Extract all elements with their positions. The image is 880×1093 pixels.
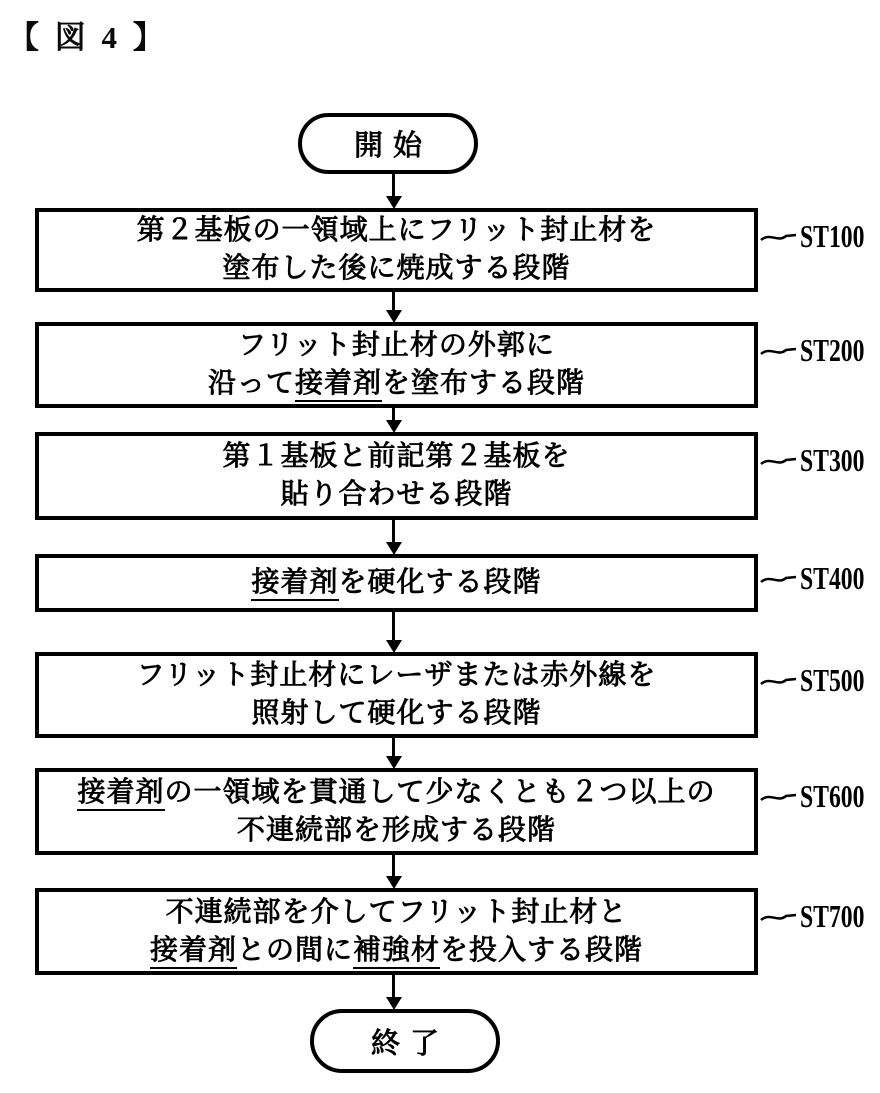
end-terminal-label: 終了 bbox=[370, 1027, 449, 1060]
process-box-text-line bbox=[137, 657, 657, 695]
process-box-st200 bbox=[35, 322, 758, 408]
underlined-term: 接着剤 bbox=[295, 368, 382, 402]
text-segment: 第２基板の一領域上にフリット封止材を bbox=[136, 215, 657, 246]
flow-arrow-line bbox=[392, 292, 395, 311]
tag-connector-squiggle bbox=[760, 906, 798, 928]
process-box-text-line bbox=[251, 564, 541, 602]
process-box-st300 bbox=[35, 432, 758, 520]
step-tag-st600 bbox=[760, 778, 880, 815]
process-box-text-line bbox=[251, 695, 541, 733]
step-tag-label: ST500 bbox=[800, 662, 865, 698]
end-terminal bbox=[310, 1009, 500, 1073]
text-segment: 塗布した後に焼成する段階 bbox=[222, 253, 571, 284]
process-box-text-line bbox=[222, 438, 570, 476]
flow-arrow-line bbox=[392, 174, 395, 197]
step-tag-label: ST600 bbox=[800, 778, 865, 814]
step-tag-label: ST700 bbox=[800, 898, 865, 934]
tag-connector-squiggle bbox=[760, 786, 798, 808]
process-box-text-line bbox=[137, 212, 657, 250]
text-segment: を塗布する段階 bbox=[382, 368, 586, 399]
underlined-term: 補強材 bbox=[353, 935, 440, 969]
process-box-text-line bbox=[237, 812, 556, 850]
step-tag-st500 bbox=[760, 662, 880, 699]
flow-arrow-line bbox=[392, 855, 395, 877]
text-segment: 貼り合わせる段階 bbox=[280, 479, 513, 510]
flow-arrow-line bbox=[392, 520, 395, 543]
text-segment: を硬化する段階 bbox=[338, 567, 542, 598]
figure-caption: 【 図 4 】 bbox=[8, 20, 168, 55]
process-box-st600 bbox=[35, 768, 758, 855]
text-segment: の一領域を貫通して少なくとも２つ以上の bbox=[164, 776, 716, 808]
flow-arrow-line bbox=[392, 975, 395, 998]
step-tag-st100 bbox=[760, 218, 880, 255]
tag-connector-squiggle bbox=[760, 670, 798, 692]
text-segment: 不連続部を介してフリット封止材と bbox=[165, 896, 628, 928]
flow-arrow-head bbox=[386, 196, 402, 209]
step-tag-st700 bbox=[760, 898, 880, 935]
process-box-text-line bbox=[150, 932, 643, 970]
flow-arrow-head bbox=[386, 310, 402, 323]
tag-connector-squiggle bbox=[760, 340, 798, 362]
tag-connector-squiggle bbox=[760, 226, 798, 248]
process-box-text-line bbox=[208, 365, 585, 403]
process-box-st500 bbox=[35, 652, 758, 738]
text-segment: 第１基板と前記第２基板を bbox=[222, 441, 571, 472]
flow-arrow-line bbox=[392, 612, 395, 641]
process-box-text-line bbox=[280, 476, 512, 514]
underlined-term: 接着剤 bbox=[251, 567, 338, 601]
text-segment: との間に bbox=[236, 934, 353, 966]
flow-arrow-head bbox=[386, 542, 402, 555]
process-box-text-line bbox=[166, 894, 628, 932]
step-tag-st200 bbox=[760, 332, 880, 369]
step-tag-st300 bbox=[760, 442, 880, 479]
process-box-st700 bbox=[35, 888, 758, 975]
start-terminal-label: 開始 bbox=[353, 130, 432, 162]
flow-arrow-line bbox=[392, 738, 395, 757]
underlined-term: 接着剤 bbox=[150, 935, 237, 969]
flow-arrow-head bbox=[386, 640, 402, 653]
step-tag-label: ST400 bbox=[800, 560, 865, 596]
text-segment: 不連続部を形成する段階 bbox=[236, 814, 556, 846]
flow-arrow-head bbox=[386, 876, 402, 889]
tag-connector-squiggle bbox=[760, 568, 798, 590]
step-tag-label: ST300 bbox=[800, 442, 865, 478]
text-segment: 照射して硬化する段階 bbox=[251, 698, 542, 729]
underlined-term: 接着剤 bbox=[77, 777, 164, 811]
process-box-text-line bbox=[77, 774, 715, 812]
text-segment: 沿って bbox=[207, 368, 295, 399]
step-tag-label: ST200 bbox=[800, 332, 865, 368]
step-tag-label: ST100 bbox=[800, 218, 865, 254]
process-box-st400 bbox=[35, 554, 758, 612]
start-terminal bbox=[298, 113, 478, 174]
text-segment: フリット封止材の外郭に bbox=[238, 330, 555, 361]
tag-connector-squiggle bbox=[760, 450, 798, 472]
process-box-text-line bbox=[222, 250, 570, 288]
text-segment: フリット封止材にレーザまたは赤外線を bbox=[136, 660, 657, 691]
flow-arrow-head bbox=[386, 756, 402, 769]
process-box-st100 bbox=[35, 208, 758, 292]
step-tag-st400 bbox=[760, 560, 880, 597]
text-segment: を投入する段階 bbox=[440, 934, 644, 966]
flow-arrow-head bbox=[386, 420, 402, 433]
process-box-text-line bbox=[238, 327, 555, 365]
